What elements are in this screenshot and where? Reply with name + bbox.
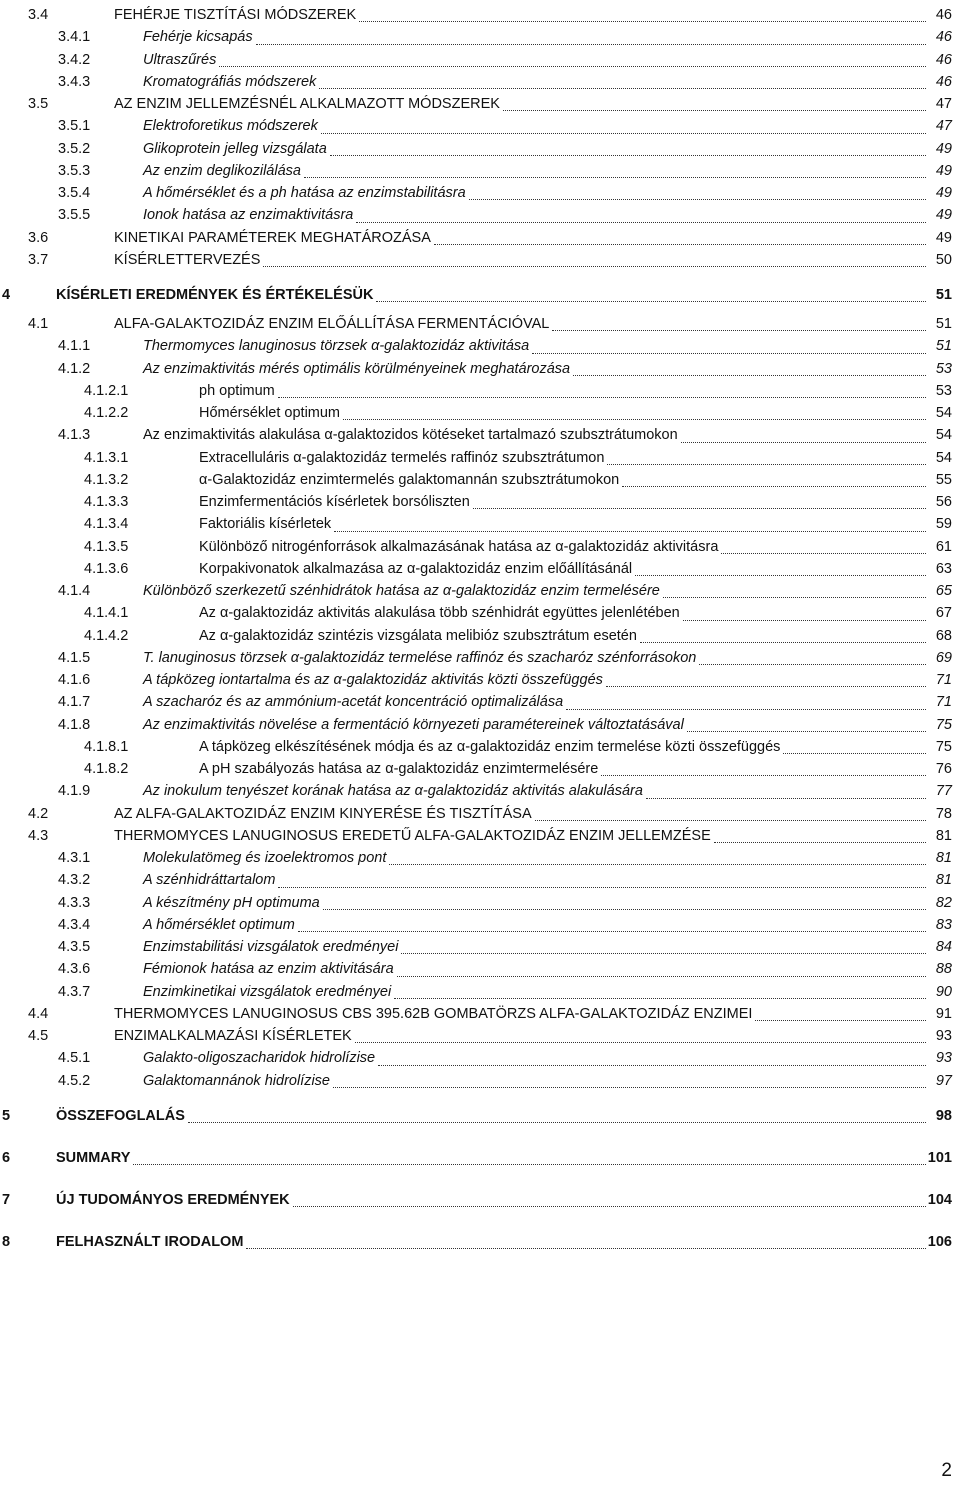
toc-entry-page: 93 [935,1028,952,1044]
toc-entry-leader [133,1128,926,1165]
page-number: 2 [941,1460,952,1481]
toc-entry-leader [343,397,926,420]
toc-entry-title: FELHASZNÁLT IRODALOM [56,1233,244,1250]
toc-entry-leader [607,442,926,465]
toc-entry-page: 46 [935,29,952,46]
toc-entry-page: 51 [935,338,952,355]
toc-entry-title: SUMMARY [56,1149,131,1166]
toc-entry-number: 3.4.1 [58,29,91,46]
toc-entry-number: 4.1.8 [58,716,91,733]
toc-entry-leader [298,909,926,932]
toc-entry-title: A hőmérséklet optimum [143,916,295,933]
toc-entry-leader [246,1212,926,1249]
toc-entry-title: ph optimum [199,382,275,399]
toc-entry-title: Galakto-oligoszacharidok hidrolízise [143,1050,376,1067]
toc-entry-number: 4.1.8.1 [84,738,129,755]
toc-entry-page: 104 [927,1191,952,1208]
toc-entry-leader [389,842,926,865]
toc-entry-number: 3.5.2 [58,140,91,157]
toc-entry-page: 71 [935,672,952,688]
toc-entry-number: 4.1.3.5 [84,538,129,555]
toc-entry-page: 51 [935,316,952,332]
toc-entry-leader [394,976,926,999]
toc-entry-leader [334,508,926,531]
toc-entry-leader [376,265,926,302]
toc-entry-title: Elektroforetikus módszerek [143,118,318,135]
toc-entry-leader [681,419,926,442]
toc-entry-number: 4.1.2 [58,360,91,377]
toc-entry-title: Kromatográfiás módszerek [143,73,317,90]
toc-entry-leader [714,820,926,843]
toc-entry-title: Ionok hatása az enzimaktivitásra [143,207,354,224]
toc-entry-page: 81 [935,850,952,866]
toc-entry-leader [359,0,926,22]
toc-entry-number: 4.3.5 [58,939,91,955]
toc-entry-leader [622,464,926,487]
toc-entry-title: Galaktomannánok hidrolízise [143,1072,330,1089]
toc-entry-number: 4.1.2.1 [84,382,129,399]
toc-entry-page: 106 [927,1233,952,1250]
toc-entry-leader [333,1065,926,1088]
toc-entry[interactable] [0,1224,960,1260]
toc-entry-title: ALFA-GALAKTOZIDÁZ ENZIM ELŐÁLLÍTÁSA FERMENTÁCIÓVAL [114,316,550,332]
toc-entry-page: 75 [935,738,952,755]
toc-entry-page: 50 [935,251,952,268]
toc-entry-title: AZ ALFA-GALAKTOZIDÁZ ENZIM KINYERÉSE ÉS TISZTÍTÁSA [114,805,532,822]
toc-entry-title: Hőmérséklet optimum [199,405,341,421]
toc-entry-title: Faktoriális kísérletek [199,516,332,533]
toc-entry-leader [552,308,926,331]
toc-entry-leader [293,1170,926,1207]
table-of-contents [0,4,960,1260]
toc-entry-page: 83 [935,916,952,933]
toc-entry-page: 93 [935,1050,952,1067]
toc-entry-title: KÍSÉRLETI EREDMÉNYEK ÉS ÉRTÉKELÉSÜK [56,287,374,303]
toc-entry-page: 53 [935,382,952,399]
toc-entry-page: 59 [935,516,952,533]
toc-entry-number: 4 [2,287,11,303]
toc-entry-title: Az enzimaktivitás alakulása α-galaktozidos kötéseket tartalmazó szubsztrátumokon [143,427,678,444]
toc-entry-title: A hőmérséklet és a ph hatása az enzimstabilitásra [143,185,466,201]
toc-entry-leader [256,21,926,44]
toc-entry-leader [721,531,926,554]
toc-entry-page: 49 [935,162,952,179]
toc-entry-leader [683,597,926,620]
toc-entry-leader [601,753,926,776]
toc-entry-page: 61 [935,538,952,555]
toc-entry-page: 49 [935,140,952,157]
toc-entry-number: 4.5.2 [58,1072,91,1089]
toc-entry-leader [783,731,926,754]
toc-entry-page: 55 [935,471,952,488]
toc-entry-title: Ultraszűrés [143,51,217,68]
toc-entry-number: 4.1 [28,316,49,332]
toc-entry-page: 46 [935,7,952,23]
toc-entry-title: A tápközeg iontartalma és az α-galaktozidáz aktivitás közti összefüggés [143,672,603,688]
toc-entry-title: Molekulatömeg és izoelektromos pont [143,850,387,866]
toc-entry-leader [566,686,926,709]
toc-entry-number: 3.5 [28,96,49,112]
toc-entry-page: 76 [935,761,952,777]
toc-entry-number: 4.3.2 [58,872,91,889]
toc-entry-title: Különböző szerkezetű szénhidrátok hatása az α-galaktozidáz enzim termelésére [143,583,660,599]
toc-entry-number: 4.3.6 [58,961,91,978]
toc-entry-leader [469,177,926,200]
toc-entry-title: ÚJ TUDOMÁNYOS EREDMÉNYEK [56,1191,290,1208]
toc-entry-leader [473,486,926,509]
toc-entry-page: 54 [935,405,952,421]
toc-entry-page: 90 [935,983,952,1000]
toc-entry-page: 84 [935,939,952,955]
toc-entry-leader [188,1086,926,1123]
toc-entry-number: 4.1.5 [58,649,91,666]
toc-entry-title: Korpakivonatok alkalmazása az α-galaktozidáz enzim előállításánál [199,560,633,577]
toc-entry-title: Enzimkinetikai vizsgálatok eredményei [143,983,392,1000]
toc-entry-leader [663,575,926,598]
toc-entry-leader [330,133,926,156]
toc-entry-number: 3.5.1 [58,118,91,135]
toc-entry-leader [606,664,926,687]
toc-entry-page: 46 [935,73,952,90]
toc-entry-page: 71 [935,694,952,711]
toc-entry-number: 4.1.8.2 [84,761,129,777]
toc-entry-leader [503,88,926,111]
toc-entry-page: 91 [935,1005,952,1022]
toc-entry-number: 4.4 [28,1005,49,1022]
toc-entry-leader [401,931,926,954]
toc-entry-page: 47 [935,118,952,135]
toc-entry-title: Enzimfermentációs kísérletek borsóliszten [199,494,470,510]
toc-entry-leader [378,1042,926,1065]
toc-entry-leader [278,864,926,887]
toc-entry-title: Glikoprotein jelleg vizsgálata [143,140,327,157]
toc-entry-title: A készítmény pH optimuma [143,894,320,911]
toc-entry-leader [640,620,926,643]
toc-entry-number: 4.1.3.2 [84,471,129,488]
toc-entry-number: 4.5 [28,1028,49,1044]
toc-entry-title: ENZIMALKALMAZÁSI KÍSÉRLETEK [114,1028,352,1044]
toc-entry-number: 4.1.4.1 [84,605,129,622]
toc-entry-title: A tápközeg elkészítésének módja és az α-galaktozidáz enzim termelése közti összefüggés [199,738,781,755]
toc-entry-title: THERMOMYCES LANUGINOSUS CBS 395.62B GOMBATÖRZS ALFA-GALAKTOZIDÁZ ENZIMEI [114,1005,753,1022]
toc-entry-number: 4.1.3 [58,427,91,444]
toc-entry-title: Enzimstabilitási vizsgálatok eredményei [143,939,399,955]
toc-entry-leader [319,66,926,89]
toc-entry-page: 49 [935,207,952,224]
toc-entry-number: 3.6 [28,229,49,246]
toc-entry-title: A szénhidráttartalom [143,872,276,889]
toc-entry-title: Az enzimaktivitás mérés optimális körülményeinek meghatározása [143,360,571,377]
toc-entry-page: 77 [935,783,952,800]
toc-entry-leader [304,155,926,178]
toc-entry-title: Fémionok hatása az enzim aktivitására [143,961,394,978]
toc-entry-page: 97 [935,1072,952,1089]
toc-entry-page: 81 [935,827,952,844]
toc-entry-number: 3.7 [28,251,49,268]
toc-entry-number: 3.5.3 [58,162,91,179]
toc-entry-number: 4.2 [28,805,49,822]
toc-entry-page: 68 [935,627,952,644]
toc-entry-title: A szacharóz és az ammónium-acetát koncentráció optimalizálása [143,694,564,711]
toc-entry-number: 4.1.4.2 [84,627,129,644]
toc-entry-title: Az enzim deglikozilálása [143,162,301,179]
toc-entry-leader [434,222,926,245]
toc-entry-number: 4.1.3.4 [84,516,129,533]
toc-entry-title: THERMOMYCES LANUGINOSUS EREDETŰ ALFA-GALAKTOZIDÁZ ENZIM JELLEMZÉSE [114,827,711,844]
toc-entry-number: 4.1.9 [58,783,91,800]
toc-entry-title: Extracelluláris α-galaktozidáz termelés raffinóz szubsztrátumon [199,449,605,466]
toc-entry-page: 56 [935,494,952,510]
toc-entry-title: ÖSSZEFOGLALÁS [56,1107,185,1124]
toc-entry-leader [323,887,926,910]
toc-entry-number: 6 [2,1149,11,1166]
toc-entry-number: 4.1.7 [58,694,91,711]
toc-entry-leader [573,353,926,376]
toc-entry-number: 4.1.4 [58,583,91,599]
toc-entry-page: 54 [935,449,952,466]
toc-entry-number: 3.5.4 [58,185,91,201]
toc-entry-title: Az α-galaktozidáz szintézis vizsgálata melibióz szubsztrátum esetén [199,627,637,644]
toc-entry-page: 54 [935,427,952,444]
toc-entry-page: 49 [935,185,952,201]
toc-entry-title: Az inokulum tenyészet korának hatása az α-galaktozidáz aktivitás alakulására [143,783,643,800]
toc-entry-page: 63 [935,560,952,577]
toc-entry-number: 4.1.3.3 [84,494,129,510]
toc-entry-leader [535,798,926,821]
toc-entry-number: 4.1.6 [58,672,91,688]
toc-entry-number: 4.1.2.2 [84,405,129,421]
toc-entry-number: 4.3 [28,827,49,844]
toc-entry-title: Az α-galaktozidáz aktivitás alakulása több szénhidrát együttes jelenlétében [199,605,680,622]
toc-entry-leader [635,553,926,576]
toc-entry-number: 4.3.7 [58,983,91,1000]
toc-entry-page: 78 [935,805,952,822]
toc-entry-page: 69 [935,649,952,666]
toc-entry-leader [321,110,926,133]
toc-entry-number: 3.4 [28,7,49,23]
toc-entry-leader [263,244,926,267]
toc-entry-number: 3.4.3 [58,73,91,90]
toc-entry-leader [278,375,926,398]
toc-entry-title: FEHÉRJE TISZTÍTÁSI MÓDSZEREK [114,7,357,23]
toc-entry-number: 4.3.4 [58,916,91,933]
toc-entry-page: 101 [927,1149,952,1166]
toc-entry-page: 53 [935,360,952,377]
toc-entry-number: 8 [2,1233,11,1250]
toc-entry-leader [699,642,926,665]
toc-entry-leader [755,998,926,1021]
toc-entry-title: KÍSÉRLETTERVEZÉS [114,251,261,268]
toc-entry-number: 4.1.1 [58,338,91,355]
toc-entry-page: 46 [935,51,952,68]
toc-entry-number: 5 [2,1107,11,1124]
toc-entry-title: T. lanuginosus törzsek α-galaktozidáz termelése raffinóz és szacharóz szénforrásokon [143,649,697,666]
toc-entry-page: 75 [935,716,952,733]
toc-entry-number: 4.1.3.1 [84,449,129,466]
toc-entry-leader [397,953,926,976]
toc-entry-page: 88 [935,961,952,978]
toc-entry-title: Fehérje kicsapás [143,29,253,46]
toc-entry-page: 49 [935,229,952,246]
toc-entry-number: 3.5.5 [58,207,91,224]
toc-entry-leader [532,330,926,353]
toc-entry-title: AZ ENZIM JELLEMZÉSNÉL ALKALMAZOTT MÓDSZEREK [114,96,500,112]
toc-entry-title: α-Galaktozidáz enzimtermelés galaktomannán szubsztrátumokon [199,471,620,488]
toc-entry-leader [219,44,926,67]
toc-entry-leader [355,1020,926,1043]
toc-entry-number: 4.5.1 [58,1050,91,1067]
toc-entry-page: 98 [935,1107,952,1124]
toc-entry-number: 7 [2,1191,11,1208]
toc-entry-page: 51 [935,287,952,303]
toc-entry-page: 81 [935,872,952,889]
toc-entry-number: 4.3.1 [58,850,91,866]
toc-entry-title: KINETIKAI PARAMÉTEREK MEGHATÁROZÁSA [114,229,431,246]
toc-entry-leader [687,709,926,732]
toc-entry-number: 4.1.3.6 [84,560,129,577]
toc-entry-page: 82 [935,894,952,911]
toc-entry-number: 4.3.3 [58,894,91,911]
toc-entry-leader [356,199,926,222]
toc-entry-page: 67 [935,605,952,622]
toc-entry-page: 65 [935,583,952,599]
toc-entry-page: 47 [935,96,952,112]
toc-entry-leader [646,775,926,798]
toc-entry-title: Thermomyces lanuginosus törzsek α-galaktozidáz aktivitása [143,338,530,355]
toc-entry-title: Különböző nitrogénforrások alkalmazásának hatása az α-galaktozidáz aktivitásra [199,538,719,555]
toc-entry-title: Az enzimaktivitás növelése a fermentáció környezeti paramétereinek változtatásával [143,716,684,733]
toc-entry-title: A pH szabályozás hatása az α-galaktozidáz enzimtermelésére [199,761,599,777]
toc-entry-number: 3.4.2 [58,51,91,68]
